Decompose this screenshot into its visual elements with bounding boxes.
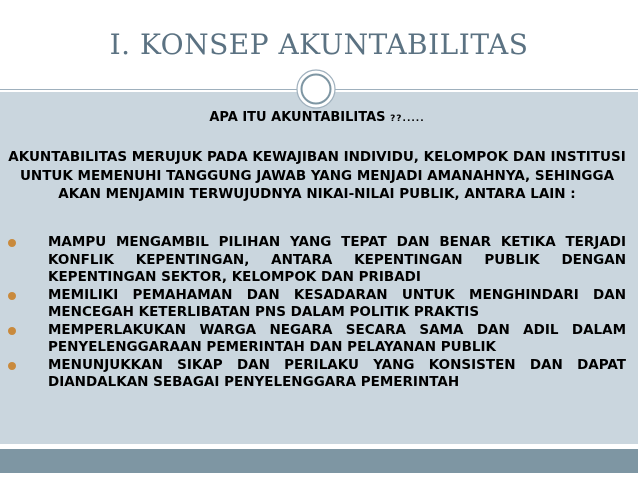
footer-bar — [0, 449, 638, 473]
list-item-text: MEMILIKI PEMAHAMAN DAN KESADARAN UNTUK MENGHINDARI DAN MENCEGAH KETERLIBATAN PNS DALAM POLITIK PRAKTIS — [48, 286, 626, 320]
bullet-list — [8, 234, 626, 392]
subtitle-suffix: ??..... — [390, 114, 425, 124]
bullet-dot-icon — [8, 292, 16, 300]
bullet-dot-icon — [8, 362, 16, 370]
subtitle-text: APA ITU AKUNTABILITAS — [209, 110, 386, 125]
list-item-text: MAMPU MENGAMBIL PILIHAN YANG TEPAT DAN BENAR KETIKA TERJADI KONFLIK KEPENTINGAN, ANTARA KEPENTINGAN PUBLIK DENGAN KEPENTINGAN SEKTOR, KELOMPOK DAN PRIBADI — [48, 234, 626, 285]
intro-paragraph: AKUNTABILITAS MERUJUK PADA KEWAJIBAN INDIVIDU, KELOMPOK DAN INSTITUSI UNTUK MEMENUHI TANGGUNG JAWAB YANG MENJADI AMANAHNYA, SEHINGGA AKAN MENJAMIN TERWUJUDNYA NIKAI-NILAI PUBLIK, ANTARA LAIN : — [8, 149, 626, 202]
slide-title: I. KONSEP AKUNTABILITAS — [109, 28, 529, 61]
list-item — [8, 234, 626, 287]
list-item — [8, 287, 626, 322]
list-item-text: MEMPERLAKUKAN WARGA NEGARA SECARA SAMA DAN ADIL DALAM PENYELENGGARAAN PEMERINTAH DAN PELAYANAN PUBLIK — [48, 321, 626, 355]
section-subtitle — [8, 110, 626, 125]
list-item — [8, 357, 626, 392]
list-item-text: MENUNJUKKAN SIKAP DAN PERILAKU YANG KONSISTEN DAN DAPAT DIANDALKAN SEBAGAI PENYELENGGARA PEMERINTAH — [48, 356, 626, 390]
bullet-dot-icon — [8, 239, 16, 247]
list-item — [8, 322, 626, 357]
bullet-dot-icon — [8, 327, 16, 335]
content-area — [0, 92, 638, 444]
double-ring-ornament-icon — [296, 69, 336, 109]
